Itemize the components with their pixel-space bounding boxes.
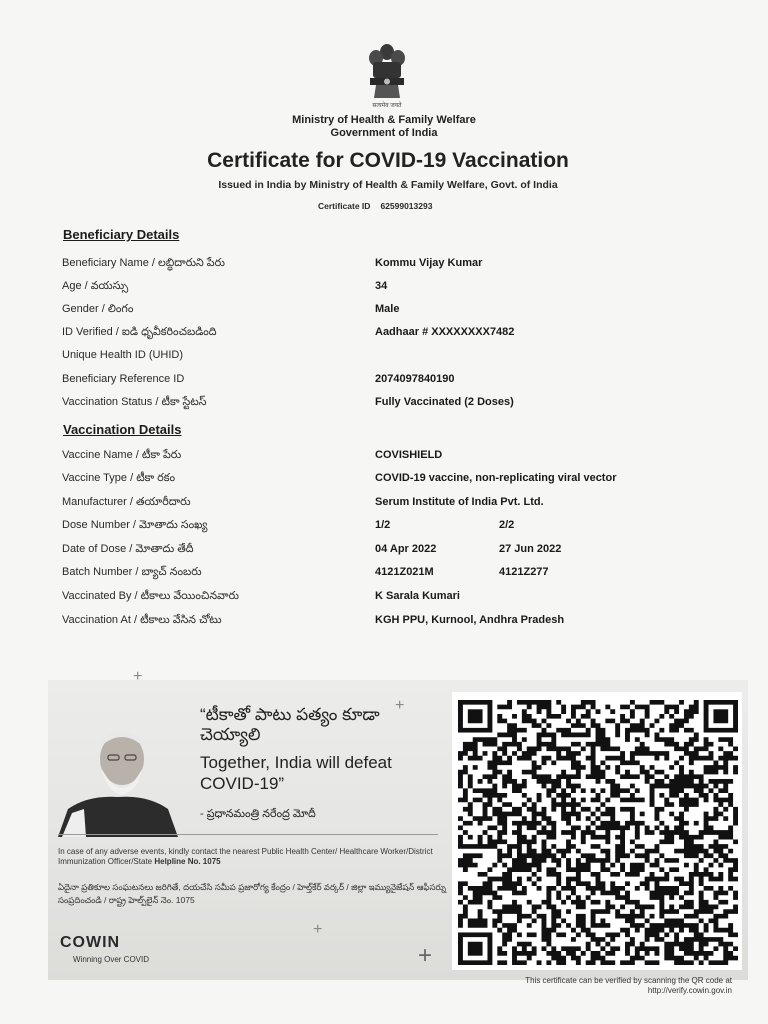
beneficiary-row: [62, 257, 722, 275]
row-label: Beneficiary Reference ID: [62, 373, 185, 385]
row-label: Vaccine Name / టీకా పేరు: [62, 449, 182, 461]
row-label: Vaccination Status / టీకా స్టేటస్: [62, 396, 207, 408]
row-value: 2074097840190: [375, 373, 455, 385]
row-label: Gender / లింగం: [62, 303, 134, 315]
row-value: Fully Vaccinated (2 Doses): [375, 396, 514, 408]
beneficiary-row: [62, 326, 722, 344]
row-value: COVISHIELD: [375, 449, 443, 461]
row-label: Manufacturer / తయారీదారు: [62, 496, 191, 508]
emblem-motto: सत्यमेव जयते: [372, 103, 402, 109]
quote-english: Together, India will defeat COVID-19”: [200, 753, 392, 793]
qr-code-icon: [458, 700, 738, 965]
vaccination-row: [62, 472, 722, 490]
row-value: K Sarala Kumari: [375, 590, 460, 602]
row-label: Vaccination At / టీకాలు వేసిన చోటు: [62, 614, 222, 626]
beneficiary-row: [62, 349, 722, 367]
quote-telugu: “టీకాతో పాటు పత్యం కూడా చెయ్యాలి: [200, 705, 380, 744]
plus-icon: +: [395, 697, 405, 714]
vaccination-heading: Vaccination Details: [63, 422, 182, 437]
adverse-events-note: [58, 847, 448, 867]
row-value-dose2: 2/2: [499, 519, 515, 531]
adverse-events-note-telugu: ఏదైనా ప్రతికూల సంఘటనలు జరిగితే, దయచేసి సమీప ప్రజారోగ్య కేంద్రం / హెల్త్‌కేర్ వర్కర్ / జిల్లా ఇమ్యునైజేషన్ ఆఫీసర్ను సంప్రదించండి / రాష్ట్ర హెల్ప్‌లైన్ నెం. 1075: [58, 882, 447, 905]
row-value: Male: [375, 303, 400, 315]
row-value: KGH PPU, Kurnool, Andhra Pradesh: [375, 614, 565, 626]
row-label: Unique Health ID (UHID): [62, 349, 184, 361]
row-value: 4121Z021M: [375, 566, 434, 578]
cowin-logo: COWIN: [60, 934, 121, 951]
certificate-title: Certificate for COVID-19 Vaccination: [207, 149, 569, 172]
row-label: ID Verified / ఐడి ధృవీకరించబడింది: [62, 326, 217, 338]
government-name: Government of India: [330, 127, 438, 139]
cowin-tagline: Winning Over COVID: [73, 955, 150, 964]
beneficiary-row: [62, 373, 722, 391]
beneficiary-heading: Beneficiary Details: [63, 227, 180, 242]
row-label: Beneficiary Name / లబ్ధిదారుని పేరు: [62, 257, 225, 269]
vaccination-row: [62, 519, 722, 537]
plus-icon: +: [133, 668, 143, 685]
vaccination-row: [62, 543, 722, 561]
row-label: Vaccinated By / టీకాలు వేయించినవారు: [62, 590, 239, 602]
vaccination-row: [62, 590, 722, 608]
verify-url: http://verify.cowin.gov.in: [647, 986, 732, 995]
row-value: 34: [375, 280, 388, 292]
row-value: COVID-19 vaccine, non-replicating viral vector: [375, 472, 617, 484]
row-label: Age / వయస్సు: [62, 280, 129, 292]
vaccination-row: [62, 614, 722, 632]
beneficiary-row: [62, 396, 722, 414]
beneficiary-row: [62, 280, 722, 298]
quote-attribution: - ప్రధానమంత్రి నరేంద్ర మోదీ: [200, 808, 316, 820]
helpline-number: Helpline No. 1075: [154, 857, 221, 866]
verification-note: [470, 976, 732, 996]
vaccination-row: [62, 496, 722, 514]
row-label: Vaccine Type / టీకా రకం: [62, 472, 176, 484]
issued-by: Issued in India by Ministry of Health & Family Welfare, Govt. of India: [218, 179, 558, 191]
divider: [58, 834, 438, 835]
vaccination-row: [62, 449, 722, 467]
certificate-id: [318, 201, 432, 211]
row-value: Serum Institute of India Pvt. Ltd.: [375, 496, 544, 508]
plus-icon: +: [418, 942, 433, 969]
row-label: Batch Number / బ్యాచ్ నంబరు: [62, 566, 202, 578]
row-value: 04 Apr 2022: [375, 543, 437, 555]
adverse-note-text: In case of any adverse events, kindly contact the nearest Public Health Center/ Healthcare Worker/District Immunization Officer/State: [58, 847, 433, 866]
row-value: 1/2: [375, 519, 391, 531]
certificate-id-label: Certificate ID: [318, 201, 371, 211]
verify-text: This certificate can be verified by scanning the QR code at: [525, 976, 732, 985]
ministry-name: Ministry of Health & Family Welfare: [292, 114, 476, 126]
row-value: Kommu Vijay Kumar: [375, 257, 483, 269]
row-value: Aadhaar # XXXXXXXX7482: [375, 326, 515, 338]
vaccination-row: [62, 566, 722, 584]
row-value-dose2: 27 Jun 2022: [499, 543, 562, 555]
row-label: Dose Number / మోతాదు సంఖ్య: [62, 519, 208, 531]
plus-icon: +: [313, 921, 323, 938]
prime-minister-portrait: [58, 725, 178, 837]
row-label: Date of Dose / మోతాదు తేదీ: [62, 543, 194, 555]
row-value-dose2: 4121Z277: [499, 566, 549, 578]
beneficiary-row: [62, 303, 722, 321]
certificate-id-value: 62599013293: [380, 201, 433, 211]
